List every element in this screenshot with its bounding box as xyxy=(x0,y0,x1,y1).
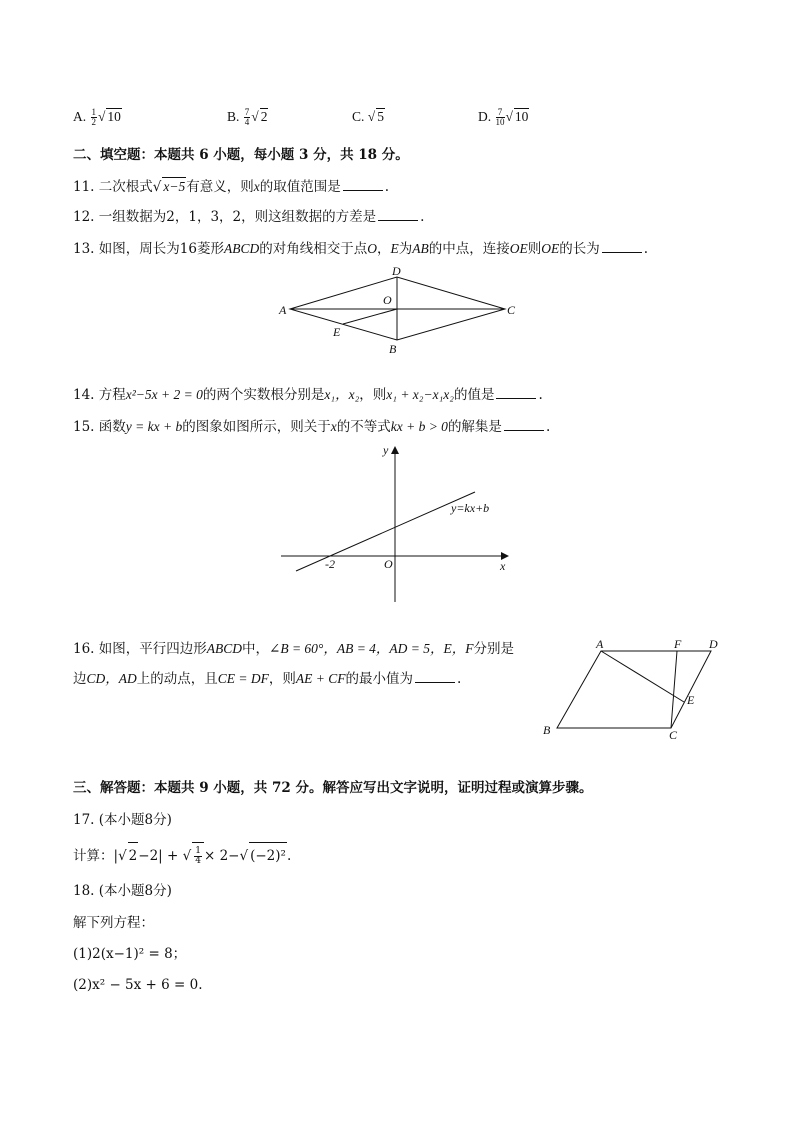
tick-neg2: -2 xyxy=(325,557,335,571)
q14-math: x₁ + x₂−x₁x₂ xyxy=(386,387,454,402)
q16-math: ∠B = 60°，AB = 4，AD = 5，E，F xyxy=(269,641,474,656)
q16-math: CD，AD xyxy=(86,671,137,686)
fraction xyxy=(91,108,98,127)
q13-text: 则 xyxy=(527,241,542,257)
q17-text: 计算：| xyxy=(73,848,119,864)
answer-blank[interactable] xyxy=(378,208,418,221)
choice-letter: C. xyxy=(352,109,365,124)
label-d: D xyxy=(392,264,401,278)
q14-text: 的两个实数根分别是 xyxy=(202,387,325,403)
numerator: 7 xyxy=(244,107,250,118)
radicand: 2 xyxy=(260,109,268,124)
q11-radicand: x−5 xyxy=(163,179,186,194)
q16-math: AE + CF xyxy=(295,671,346,686)
q13-math: E xyxy=(390,241,399,256)
numerator: 7 xyxy=(496,108,505,118)
q15-text: 的解集是 xyxy=(447,419,502,435)
label-e: E xyxy=(687,693,695,707)
q15-math: x xyxy=(330,419,337,434)
denominator: 4 xyxy=(195,856,201,866)
q15-text: 15. 函数 xyxy=(73,419,126,435)
segment-cf xyxy=(671,651,677,728)
question-18-part-2: (2)x² − 5x + 6 = 0. xyxy=(73,977,203,993)
question-11: 11. 二次根式√ x−5有意义，则x的取值范围是 . xyxy=(73,179,390,195)
q15-text: 的不等式 xyxy=(336,419,391,435)
question-14: 14. 方程x²−5x + 2 = 0的两个实数根分别是x₁，x₂，则x₁ + x₂−x₁x₂的值是 . xyxy=(73,387,543,403)
choice-letter: A. xyxy=(73,109,87,124)
q16-math: ABCD xyxy=(206,641,243,656)
q13-math: O xyxy=(367,241,377,256)
section-3-heading: 三、解答题：本题共 9 小题，共 72 分。解答应写出文字说明，证明过程或演算步骤。 xyxy=(73,780,593,796)
label-b: B xyxy=(389,342,397,356)
fraction xyxy=(244,108,251,127)
q17-radicand: 2 xyxy=(128,842,139,869)
q14-text: 的值是 xyxy=(453,387,495,403)
question-12: 12. 一组数据为2，1，3，2，则这组数据的方差是 . xyxy=(73,209,425,225)
q13-math: AB xyxy=(412,241,429,256)
question-16-line-2: 边CD，AD上的动点，且CE = DF，则AE + CF的最小值为 . xyxy=(73,671,462,687)
q13-text: 的对角线相交于点 xyxy=(259,241,368,257)
q16-text: 分别是 xyxy=(473,641,515,657)
parallelogram-figure xyxy=(538,632,728,744)
section-2-heading: 二、填空题：本题共 6 小题，每小题 3 分，共 18 分。 xyxy=(73,147,409,163)
label-e: E xyxy=(333,325,341,339)
segment-oe xyxy=(343,309,397,324)
label-c: C xyxy=(669,728,678,742)
question-18-title: 18. (本小题8分) xyxy=(73,883,172,899)
q17-radicand: (−2)² xyxy=(249,842,287,869)
q13-math: ABCD xyxy=(223,241,260,256)
q15-math: kx + b > 0 xyxy=(390,419,448,434)
q14-text: 14. 方程 xyxy=(73,387,126,403)
label-o: O xyxy=(383,293,392,307)
numerator: 1 xyxy=(195,846,201,856)
q13-text: 为 xyxy=(398,241,413,257)
choice-a: A. $\frac{1}{2}$ √ 10 xyxy=(73,107,121,128)
label-a: A xyxy=(279,303,287,317)
q13-text: 13. 如图，周长为16菱形 xyxy=(73,241,224,257)
question-15: 15. 函数y = kx + b的图象如图所示，则关于x的不等式kx + b > 0的解集是 . xyxy=(73,419,551,435)
choice-letter: D. xyxy=(478,109,492,124)
question-17: 计算：|√ 2−2| + √ $\frac{1}{4}$ × 2−√ (−2)². xyxy=(73,842,291,869)
q13-text: ， xyxy=(376,241,391,257)
answer-blank[interactable] xyxy=(343,178,383,191)
denominator: 4 xyxy=(244,117,250,128)
label-f: F xyxy=(674,637,682,651)
choice-d: D. $\frac{7}{10}$ √ 10 xyxy=(478,107,529,128)
q16-text: ，则 xyxy=(268,671,296,687)
answer-blank[interactable] xyxy=(415,670,455,683)
question-13: 13. 如图，周长为16菱形ABCD的对角线相交于点O，E为AB的中点，连接OE则OE的长为 . xyxy=(73,241,648,257)
label-d: D xyxy=(709,637,718,651)
choice-b: B. $\frac{7}{4}$ √ 2 xyxy=(227,107,268,128)
q16-text: 中， xyxy=(242,641,270,657)
q11-text: 的取值范围是 xyxy=(259,179,341,195)
q13-text: 的长为 xyxy=(559,241,600,257)
q15-math: y = kx + b xyxy=(125,419,183,434)
radicand: 10 xyxy=(514,109,529,124)
answer-blank[interactable] xyxy=(504,418,544,431)
q16-text: 上的动点，且 xyxy=(136,671,218,687)
question-18-intro: 解下列方程： xyxy=(73,915,154,931)
question-16-line-1 xyxy=(73,640,514,658)
q14-math: x²−5x + 2 = 0 xyxy=(125,387,203,402)
q17-text: . xyxy=(286,848,292,864)
q12-text: 12. 一组数据为2，1，3，2，则这组数据的方差是 xyxy=(73,209,377,225)
rhombus-figure xyxy=(270,258,530,358)
answer-blank[interactable] xyxy=(602,240,642,253)
q13-math: OE xyxy=(509,241,528,256)
numerator: 1 xyxy=(91,107,96,118)
q11-text: 11. 二次根式 xyxy=(73,179,153,195)
radicand: 5 xyxy=(377,109,384,124)
q13-text: 的中点，连接 xyxy=(428,241,510,257)
q16-text: 边 xyxy=(73,671,87,687)
q16-text: 的最小值为 xyxy=(345,671,413,687)
y-axis-label: y xyxy=(383,443,389,457)
segment-ae xyxy=(601,651,684,702)
question-18-part-1: (1)2(x−1)² = 8； xyxy=(73,946,187,962)
fraction xyxy=(194,847,202,866)
parallelogram-outline xyxy=(557,651,711,728)
q11-text: 有意义，则 xyxy=(186,179,254,195)
denominator: 2 xyxy=(91,117,96,128)
denominator: 10 xyxy=(495,117,505,128)
q14-text: ，则 xyxy=(359,387,387,403)
choice-c: C. √ 5 xyxy=(352,109,384,124)
label-a: A xyxy=(596,637,604,651)
q16-math: CE = DF xyxy=(217,671,269,686)
radicand: 10 xyxy=(107,109,121,124)
question-17-title: 17. (本小题8分) xyxy=(73,812,172,828)
q13-math: OE xyxy=(541,241,560,256)
label-c: C xyxy=(507,303,516,317)
q17-text: −2| + xyxy=(138,848,179,864)
q17-text: × 2− xyxy=(203,848,240,864)
label-b: B xyxy=(543,723,551,737)
q16-text: 16. 如图，平行四边形 xyxy=(73,641,207,657)
function-label: y=kx+b xyxy=(451,501,490,515)
x-axis-label: x xyxy=(500,559,506,573)
answer-blank[interactable] xyxy=(496,386,536,399)
q14-math: x₁，x₂ xyxy=(324,387,360,402)
origin-label: O xyxy=(384,557,393,571)
q11-var: x xyxy=(253,179,260,194)
function-graph xyxy=(275,440,520,610)
fraction xyxy=(496,108,505,127)
choice-letter: B. xyxy=(227,109,240,124)
q15-text: 的图象如图所示，则关于 xyxy=(182,419,331,435)
